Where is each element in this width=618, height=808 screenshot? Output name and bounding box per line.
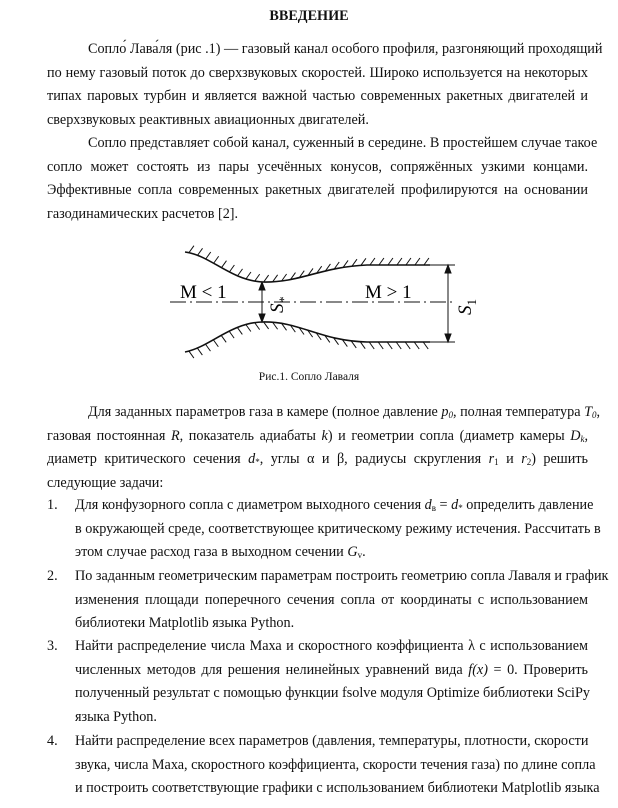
hatch-mark (205, 344, 210, 351)
variable-symbol: d (424, 497, 432, 513)
text-run: = (436, 497, 452, 513)
supersonic-label: M > 1 (365, 282, 412, 303)
text-run: изменения площади поперечного сечения сопла от координаты с использованием (75, 591, 588, 608)
text-run: Эффективные сопла современных ракетных двигателей профилируются на основании (47, 182, 588, 199)
hatch-mark (406, 258, 411, 265)
text-line (75, 706, 588, 730)
text-line (47, 38, 603, 62)
hatch-mark (189, 351, 194, 358)
text-line (75, 777, 600, 801)
task-number: 4. (47, 733, 58, 749)
text-run: , (584, 427, 589, 444)
task-item-4 (47, 730, 600, 801)
text-line (47, 179, 588, 203)
text-line (47, 132, 598, 156)
text-run: определить давление (462, 497, 594, 513)
subscript: 0 (591, 410, 597, 420)
hatch-mark (206, 252, 211, 259)
text-run: , (596, 404, 601, 420)
text-line (75, 541, 588, 565)
text-line (75, 518, 601, 542)
hatch-mark (198, 248, 203, 255)
hatch-mark (264, 275, 269, 282)
section-title: ВВЕДЕНИЕ (269, 8, 349, 24)
variable-symbol: p (441, 404, 449, 420)
text-run: диаметр критического сечения (47, 451, 249, 468)
variable-symbol: k (321, 427, 328, 444)
hatch-mark (189, 246, 194, 253)
hatch-mark (423, 342, 428, 349)
text-run: численных методов для решения нелинейных уравнений вида (75, 661, 469, 678)
text-run: сопло может состоять из пары усечённых конусов, сопряжённых узкими концами. (47, 158, 588, 175)
text-line (47, 472, 588, 496)
svg-text:S* (267, 297, 291, 314)
text-run: языка Python. (75, 708, 157, 725)
hatch-mark (221, 335, 226, 342)
hatch-mark (221, 261, 226, 268)
text-run: Найти распределение всех параметров (давления, температуры, плотности, скорости (75, 733, 589, 749)
text-line (47, 156, 588, 180)
text-run: полученный результат с помощью функции fsolve модуля Optimize библиотеки SciPy (75, 685, 590, 702)
hatch-mark (238, 269, 243, 276)
text-run: , полная температура (453, 404, 585, 420)
subscript: в (431, 503, 436, 513)
hatch-mark (237, 327, 242, 334)
hatch-mark (197, 348, 202, 355)
text-run: Сопло́ Лава́ля (рис .1) — газовый канал особого профиля, разгоняющий проходящий (88, 41, 603, 57)
text-line (75, 589, 588, 613)
intro-paragraph (47, 38, 603, 132)
throat-area-subscript: * (276, 297, 291, 304)
laval-nozzle-figure (170, 235, 480, 365)
text-run: ) и геометрии сопла (диаметр камеры (327, 427, 571, 444)
figure-caption: Рис.1. Сопло Лаваля (258, 371, 360, 383)
text-line (47, 448, 588, 472)
text-line (75, 659, 588, 683)
hatch-mark (213, 340, 218, 347)
subscript: 1 (494, 457, 499, 468)
task-number: 1. (47, 497, 58, 513)
variable-symbol: G (347, 544, 358, 561)
variable-symbol: R (170, 427, 180, 444)
variable-symbol: f(x) (468, 661, 488, 678)
hatch-mark (229, 265, 234, 272)
text-line (75, 730, 588, 754)
text-line (47, 401, 601, 425)
variable-symbol: T (584, 404, 592, 420)
hatch-mark (424, 258, 429, 265)
subscript: v (357, 550, 363, 561)
task-item-3 (47, 635, 588, 729)
text-line (75, 682, 588, 706)
text-run: в окружающей среде, соответствующее критическому режиму истечения. Рассчитать в (75, 520, 601, 537)
variable-symbol: d (248, 451, 256, 468)
text-line (47, 203, 588, 227)
hatch-mark (246, 325, 251, 332)
hatch-mark (229, 331, 234, 338)
exit-area-subscript: 1 (464, 299, 479, 306)
text-line (47, 425, 588, 449)
variable-symbol: r (488, 451, 495, 468)
exit-area-label: S (455, 305, 476, 315)
hatch-mark (388, 258, 393, 265)
text-run: по нему газовый поток до сверхзвуковых скоростей. Широко используется на некоторых (47, 64, 588, 81)
text-run: Сопло представляет собой канал, суженный в середине. В простейшем случае такое (88, 135, 598, 151)
text-run: сверхзвуковых реактивных авиационных двигателей. (47, 111, 369, 128)
text-run: ) решить (531, 451, 588, 468)
text-run: следующие задачи: (47, 474, 164, 491)
variable-symbol: d (451, 497, 459, 513)
text-line (75, 565, 609, 589)
throat-area-label: S (267, 303, 288, 313)
text-run: и построить соответствующие графики с использованием библиотеки Matplotlib языка (75, 780, 600, 797)
text-run: , показатель адиабаты (179, 427, 322, 444)
text-run: Найти распределение числа Маха и скоростного коэффициента λ с использованием (75, 638, 588, 654)
text-run: По заданным геометрическим параметрам построить геометрию сопла Лаваля и график (75, 568, 609, 584)
text-run: звука, числа Маха, скоростного коэффициента, скорости течения газа) по длине сопла (75, 756, 596, 773)
hatch-mark (370, 258, 375, 265)
text-run: и (498, 451, 522, 468)
hatch-mark (396, 342, 401, 349)
text-line (47, 109, 588, 133)
task-intro-paragraph (47, 401, 601, 495)
hatch-mark (360, 342, 365, 349)
description-paragraph (47, 132, 598, 226)
hatch-mark (214, 256, 219, 263)
subscript: 0 (448, 410, 453, 420)
hatch-mark (397, 258, 402, 265)
text-run: газовая постоянная (47, 427, 171, 444)
text-run: , углы α и β, радиусы скругления (259, 451, 489, 468)
task-item-1 (47, 494, 601, 565)
text-run: Для заданных параметров газа в камере (полное давление (88, 404, 442, 420)
subscript: * (255, 457, 260, 468)
text-line (47, 85, 588, 109)
text-run: = 0. Проверить (487, 661, 588, 678)
hatch-mark (405, 342, 410, 349)
text-line (75, 494, 594, 518)
text-run: Для конфузорного сопла с диаметром выходного сечения (75, 497, 425, 513)
text-run: типах паровых турбин и является важной частью современных ракетных двигателей и (47, 88, 588, 105)
text-line (47, 62, 588, 86)
task-item-2 (47, 565, 609, 636)
svg-text:S1 (455, 299, 479, 315)
text-line (75, 754, 596, 778)
text-run: газодинамических расчетов [2]. (47, 205, 239, 222)
task-number: 3. (47, 638, 58, 654)
subscript: 2 (526, 457, 532, 468)
task-number: 2. (47, 568, 58, 584)
text-run: . (362, 544, 366, 561)
text-run: библиотеки Matplotlib языка Python. (75, 615, 295, 632)
variable-symbol: r (521, 451, 527, 468)
hatch-mark (378, 342, 383, 349)
hatch-mark (369, 342, 374, 349)
subscript: * (458, 503, 463, 513)
subscript: k (580, 433, 585, 444)
hatch-mark (255, 323, 260, 330)
hatch-mark (415, 258, 420, 265)
hatch-mark (255, 274, 260, 281)
subsonic-label: M < 1 (180, 282, 227, 303)
hatch-mark (414, 342, 419, 349)
hatch-mark (264, 322, 269, 329)
variable-symbol: D (570, 427, 581, 444)
text-line (75, 635, 588, 659)
text-line (75, 612, 588, 636)
text-run: этом случае расход газа в выходном сечении (75, 544, 348, 561)
hatch-mark (246, 272, 251, 279)
hatch-mark (379, 258, 384, 265)
hatch-mark (387, 342, 392, 349)
